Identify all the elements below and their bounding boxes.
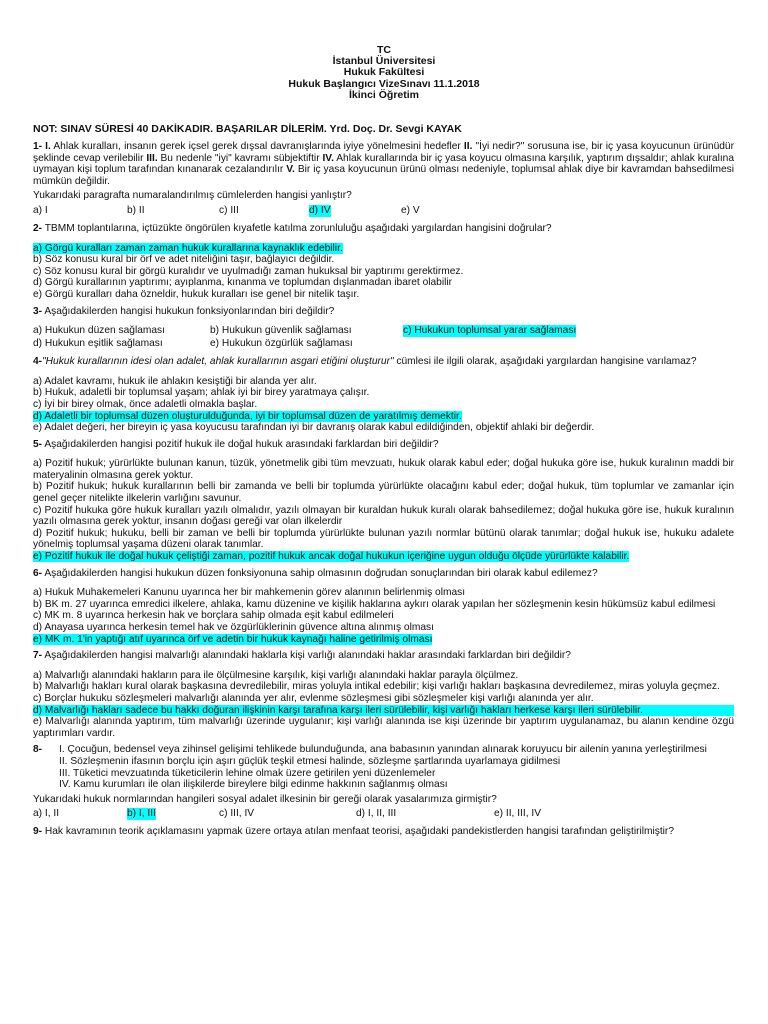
statement-iv: IV. Kamu kurumları ile olan ilişkilerde bireylere bilgi edinme hakkının sağlanmış olması (59, 779, 448, 791)
question-2-stem (33, 223, 734, 235)
statement-ii: II. Sözleşmenin ifasının borçlu için aşırı güçlük teşkil etmesi halinde, sözleşme şartlarında uyarlamaya gidilmesi (59, 755, 561, 767)
option-a: a) Malvarlığı alanındaki hakların para ile ölçülmesine karşılık, kişi varlığı alanındaki haklar parayla ölçülmez. (33, 669, 519, 681)
option-d-highlighted: d) IV (309, 204, 331, 216)
header-line: Hukuk Fakültesi (343, 66, 425, 79)
option-d: d) Anayasa uyarınca herkesin temel hak ve özgürlüklerinin güvence altına alınmış olması (33, 622, 434, 633)
quoted-sentence: "Hukuk kurallarının idesi olan adalet, ahlak kurallarının asgari etiğini oluşturur" (42, 356, 394, 368)
question-7-stem (33, 650, 734, 662)
question-number: 9- (33, 826, 43, 838)
question-text: Hak kavramının teorik açıklamasını yapmak üzere ortaya atılan menfaat teorisi, aşağıdaki pandekistlerden hangisi tarafından geliştirilmiştir? (42, 826, 674, 838)
option-a: a) I, II (33, 808, 60, 820)
option-d: d) Pozitif hukuk; hukuku, belli bir zaman ve belli bir toplumda yürürlükte bulunan yazılı normlar bütünü olarak tanımlar; doğal hukuk ise, hukuku adalete yönelmiş toplumsal yaşama düzeni olarak tanımlar. (33, 527, 734, 551)
option-a: a) Adalet kavramı, hukuk ile ahlakın kesiştiği bir alanda yer alır. (33, 375, 317, 387)
question-5-stem (33, 439, 734, 451)
question-8-items (33, 744, 734, 790)
question-text: Aşağıdakilerden hangisi malvarlığı alanındaki haklarla kişi varlığı alanındaki haklar arasındaki farklardan biri değildir? (42, 650, 571, 662)
roman-numeral: I. (42, 141, 51, 152)
option-d: d) I, II, III (356, 808, 397, 820)
option-e-highlighted: e) MK m. 1'in yaptığı atıf uyarınca örf ve adetin bir hukuk kaynağı haline getirilmiş olması (33, 633, 433, 645)
roman-numeral: IV. (322, 152, 334, 164)
question-6-stem (33, 568, 734, 580)
question-number: 3- (33, 305, 43, 317)
exam-note: NOT: SINAV SÜRESİ 40 DAKİKADIR. BAŞARILAR DİLERİM. Yrd. Doç. Dr. Sevgi KAYAK (33, 123, 462, 135)
header-line: İstanbul Üniversitesi (332, 55, 436, 68)
question-3-options-row1 (33, 325, 734, 338)
roman-numeral: II. (463, 141, 473, 152)
sentence: Bu nedenle "iyi" kavramı sübjektiftir (157, 152, 323, 164)
option-b: b) Hukuk, adaletli bir toplumsal yaşam; ahlak iyi bir birey yaratmaya çalışır. (33, 387, 370, 399)
question-stem: Yukarıdaki hukuk normlarından hangileri sosyal adalet ilkesinin bir gereği olarak yasalarımıza girmiştir? (33, 793, 497, 805)
question-3-options-row2 (33, 338, 734, 351)
option-e: e) Adalet değeri, her bireyin iç yasa koyucusu tarafından iyi bir davranış olarak kabul edildiğinden, objektif ahlaki bir değerdir. (33, 422, 595, 434)
question-text: Aşağıdakilerden hangisi hukukun fonksiyonlarından biri değildir? (42, 305, 335, 317)
option-b: b) BK m. 27 uyarınca emredici ilkelere, ahlaka, kamu düzenine ve kişilik haklarına aykırı olarak yapılan her sözleşmenin kesin hükümsüz kabul edilmesi (33, 598, 716, 610)
option-e: e) II, III, IV (494, 808, 541, 820)
question-4-stem (33, 356, 734, 368)
option-d: d) Görgü kurallarının yaptırımı; ayıplanma, kınanma ve toplumdan dışlanmadan ibaret olabilir (33, 277, 453, 289)
option-e: e) Görgü kuralları daha özneldir, hukuk kuralları ise genel bir nitelik taşır. (33, 288, 360, 300)
question-8-options (33, 808, 734, 821)
option-b: b) Pozitif hukuk; hukuk kurallarının belli bir zamanda ve belli bir toplumda yürürlükte olacağını kabul eder; doğal hukuk, tüm toplumlar ve zamanlar için genel geçer nitelikte ilkelerin varlığını savunur. (33, 481, 734, 505)
exam-header (0, 45, 768, 101)
statement-i: I. Çocuğun, bedensel veya zihinsel gelişimi tehlikede bulunduğunda, ana babasının yanından alınarak koruyucu bir ailenin yanına yerleştirilmesi (59, 744, 707, 756)
header-line: TC (377, 44, 391, 56)
option-b: b) Söz konusu kural bir örf ve adet niteliğini taşır, bağlayıcı değildir. (33, 254, 335, 266)
exam-content (33, 141, 734, 841)
option-d-highlighted: d) Adaletli bir toplumsal düzen oluşturulduğunda, iyi bir toplumsal düzen de yaratılmış demektir. (33, 410, 462, 422)
header-line: Hukuk Başlangıcı VizeSınavı 11.1.2018 (288, 77, 480, 90)
option-c-highlighted: c) Hukukun toplumsal yarar sağlaması (403, 325, 577, 337)
question-number: 5- (33, 438, 43, 450)
question-number: 7- (33, 650, 43, 662)
roman-numeral: III. (146, 152, 158, 164)
header-line: İkinci Öğretim (348, 88, 420, 101)
option-c: c) Pozitif hukuka göre hukuk kuralları yazılı olmalıdır, yazılı olmayan bir kuraldan hukuk kuralı olarak bahsedilemez; doğal hukuka göre ise, hukuk kuralının yazılı olmasına gerek yoktur, insanın doğası gereği var olan ilkelerdir (33, 504, 734, 528)
option-c: c) III, IV (219, 808, 255, 820)
sentence: Ahlak kuralları, insanın gerek içsel gerek dışsal davranışlarında iyiye yönelmesini hedefler (50, 141, 464, 152)
statement-iii: III. Tüketici mevzuatında tüketicilerin lehine olmak üzere getirilen yeni düzenlemeler (59, 767, 436, 779)
question-1-paragraph (33, 141, 734, 187)
question-stem: Yukarıdaki paragrafta numaralandırılmış cümlelerden hangisi yanlıştır? (33, 190, 352, 202)
option-b-highlighted: b) I, III (127, 808, 156, 820)
question-number: 1- (33, 141, 43, 152)
option-c: c) III (219, 204, 239, 216)
option-e: e) Hukukun özgürlük sağlaması (210, 338, 353, 350)
option-b: b) Hukukun güvenlik sağlaması (210, 325, 352, 337)
sentence: Ahlak kurallarında bir iç yasa koyucu olmasına karşılık, yaptırım dışsaldır; ahlak kuralına uymayan kişi toplum tarafından kınanarak cezalandırılır (33, 152, 734, 176)
option-d: d) Hukukun eşitlik sağlaması (33, 338, 163, 350)
option-e: e) V (401, 204, 420, 216)
option-c: c) İyi bir birey olmak, önce adaletli olmakla başlar. (33, 398, 258, 410)
option-a: a) Hukukun düzen sağlaması (33, 325, 165, 337)
option-c: c) Borçlar hukuku sözleşmeleri malvarlığı alanında yer alır, evlenme sözleşmesi gibi sözleşmeler kişi varlığı alanında yer alır. (33, 692, 594, 704)
sentence: Bir iç yasa koyucunun ürünü olması nedeniyle, toplumsal ahlak diye bir kavramdan bahsedilmesi mümkün değildir. (33, 164, 734, 187)
question-9-stem (33, 826, 734, 838)
option-e: e) Malvarlığı alanında yaptırım, tüm malvarlığı üzerinde uygulanır; kişi varlığı alanında ise kişi üzerinde bir yaptırım uygulanamaz, bu alanın kendine özgü yaptırımları vardır. (33, 716, 734, 739)
option-b: b) II (127, 204, 145, 216)
option-c: c) MK m. 8 uyarınca herkesin hak ve borçlara sahip olmada eşit kabul edilmeleri (33, 610, 394, 622)
question-text: Aşağıdakilerden hangisi hukukun düzen fonksiyonuna sahip olmasının doğrudan sonuçlarından biri olarak kabul edilemez? (42, 567, 598, 579)
question-3-stem (33, 306, 734, 318)
sentence: "İyi nedir?" sorusuna ise, bir iç yasa koyucunun ürünüdür şeklinde cevap verilebilir (33, 141, 734, 164)
roman-numeral: V. (286, 164, 295, 176)
question-number: 6- (33, 567, 43, 579)
option-a: a) Hukuk Muhakemeleri Kanunu uyarınca her bir mahkemenin görev alanının belirlenmiş olması (33, 587, 466, 599)
option-c: c) Söz konusu kural bir görgü kuralıdır ve uyulmadığı zaman hukuksal bir yaptırımı gerektirmez. (33, 265, 464, 277)
question-1-options (33, 205, 734, 218)
option-a-highlighted: a) Görgü kuralları zaman zaman hukuk kurallarına kaynaklık edebilir. (33, 242, 343, 254)
question-text: cümlesi ile ilgili olarak, aşağıdaki yargılardan hangisine varılamaz? (393, 356, 697, 368)
option-b: b) Malvarlığı hakları kural olarak başkasına devredilebilir, miras yoluyla intikal edebilir; kişi varlığı hakları başkasına devredilemez, miras yoluyla geçmez. (33, 681, 720, 693)
option-a: a) I (33, 204, 48, 216)
question-number: 2- (33, 222, 43, 234)
question-number: 8- (33, 744, 43, 756)
option-a: a) Pozitif hukuk; yürürlükte bulunan kanun, tüzük, yönetmelik gibi tüm mevzuatı, hukuk olarak kabul eder; doğal hukuka göre ise, hukuk kuralının maddi bir materyalinin olmasına gerek yoktur. (33, 458, 734, 481)
option-e-highlighted: e) Pozitif hukuk ile doğal hukuk çeliştiği zaman, pozitif hukuk ancak doğal hukukun içeriğine uygun olduğu ölçüde yürürlükte kalabilir. (33, 551, 630, 563)
question-text: TBMM toplantılarına, içtüzükte öngörülen kıyafetle katılma zorunluluğu aşağıdaki yargılardan hangisini doğrular? (42, 222, 552, 234)
question-number: 4- (33, 356, 43, 368)
option-d-highlighted: d) Malvarlığı hakları sadece bu hakkı doğuran ilişkinin karşı tarafına karşı ileri sürülebilir, kişi varlığı hakları herkese karşı ileri sürülebilir. (33, 705, 734, 717)
question-text: Aşağıdakilerden hangisi pozitif hukuk ile doğal hukuk arasındaki farklardan biri değildir? (42, 438, 439, 450)
